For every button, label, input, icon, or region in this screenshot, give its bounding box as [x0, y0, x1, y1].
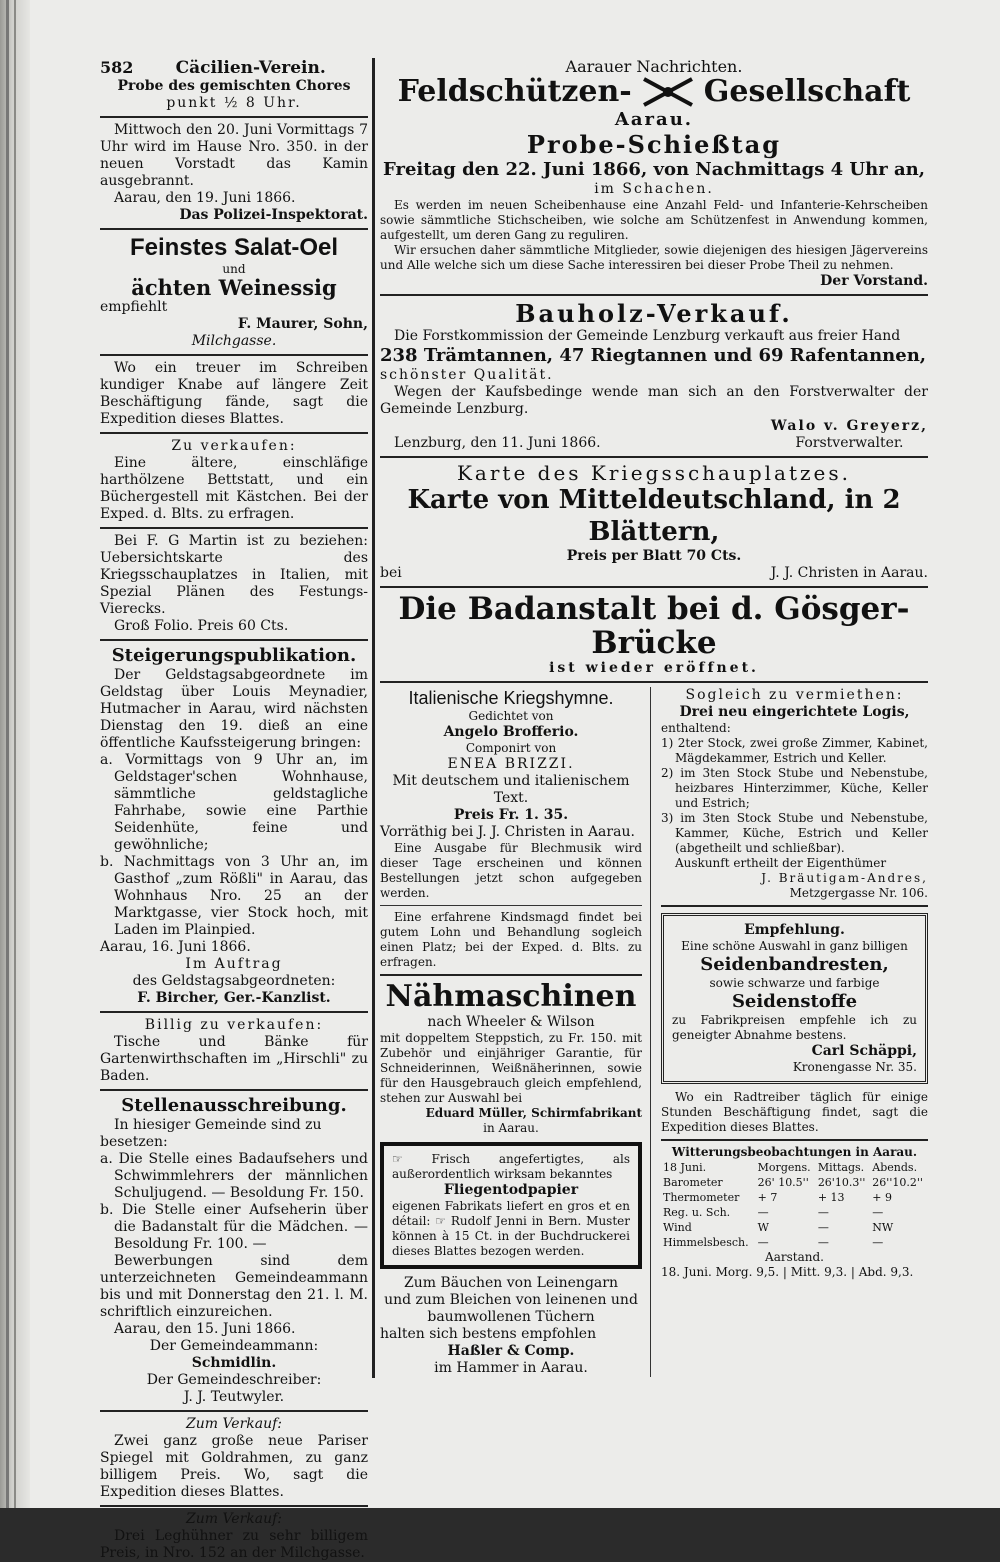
right-column — [380, 58, 928, 1377]
weather-cell: 26' 10.5'' — [757, 1176, 809, 1189]
page-number: 582 — [100, 58, 134, 77]
weather-row — [661, 1190, 928, 1205]
weather-head-row — [661, 1160, 928, 1175]
rent-sub: Drei neu eingerichtete Logis, — [679, 704, 910, 720]
crossed-rifles-icon — [640, 75, 696, 109]
weather-cell: Wind — [663, 1221, 692, 1234]
fly-text2: eigenen Fabrikats liefert en gros et en détail: ☞ Rudolf Jenni in Bern. Muster können à 15 Ct. in der Buchdruckerei dieses Blattes bezogen werden. — [392, 1199, 630, 1258]
hymn-composer: ENEA BRIZZI. — [447, 756, 575, 772]
fly-title: Fliegentodpapier — [443, 1182, 579, 1198]
weather-cell: Thermometer — [663, 1191, 740, 1204]
wheel-text: Wo ein Radtreiber täglich für einige Stunden Beschäftigung findet, sagt die Expedition dieses Blattes. — [661, 1090, 928, 1134]
hymn-poet: Angelo Brofferio. — [443, 724, 579, 740]
weather-cell: W — [757, 1221, 769, 1234]
page-edge-inner — [14, 0, 16, 1508]
tables-title: Billig zu verkaufen: — [144, 1017, 324, 1033]
fire-notice: Mittwoch den 20. Juni Vormittags 7 Uhr wird im Hause Nro. 350. in der neuen Vorstadt das Kamin ausgebrannt. — [100, 122, 368, 189]
fly-paper-box — [380, 1142, 642, 1269]
tables-text: Tische und Bänke für Gartenwirthschaften im „Hirschli" zu Baden. — [100, 1034, 368, 1084]
weather-cell: + 13 — [817, 1191, 845, 1204]
rent-addr: Metzgergasse Nr. 106. — [789, 886, 928, 900]
hymn-by: Gedichtet von — [468, 709, 554, 723]
boy-notice: Wo ein treuer im Schreiben kundiger Knabe auf längere Zeit Beschäftigung fände, sagt die Expedition dieses Blattes. — [100, 360, 368, 427]
weather-head-0: 18 Juni. — [663, 1161, 707, 1174]
job-date: Aarau, den 15. Juni 1866. — [114, 1321, 296, 1337]
mirror-text: Zwei ganz große neue Pariser Spiegel mit Goldrahmen, zu ganz billigem Preis. Wo, sagt die Expedition dieses Blattes. — [100, 1433, 368, 1500]
laundry-line4: halten sich bestens empfohlen — [380, 1326, 597, 1342]
right-subcolumn-left — [380, 687, 651, 1377]
shoot-loc: im Schachen. — [594, 181, 714, 197]
caecilien-line1: Probe des gemischten Chores — [117, 78, 351, 94]
hymn-title: Italienische Kriegshymne. — [408, 688, 614, 708]
weather-cell: — — [817, 1236, 829, 1249]
weather-cell: — — [757, 1236, 769, 1249]
wood-text: Wegen der Kaufsbedinge wende man sich an den Forstverwalter der Gemeinde Lenzburg. — [380, 384, 928, 417]
weather-head-3: Abends. — [872, 1161, 918, 1174]
auction-title: Steigerungspublikation. — [111, 645, 357, 666]
sale1-title: Zu verkaufen: — [171, 438, 297, 454]
sewing-sign: Eduard Müller, Schirmfabrikant — [425, 1106, 642, 1120]
oil-empf: empfiehlt — [100, 299, 168, 315]
silk-name: Carl Schäppi, — [811, 1043, 917, 1059]
hens-text: Drei Leghühner zu sehr billigem Preis, in Nro. 152 an der Milchgasse. — [100, 1528, 368, 1561]
weather-cell: — — [872, 1236, 884, 1249]
laundry-line2: und zum Bleichen von leinenen und — [384, 1292, 638, 1308]
weather-cell: + 9 — [872, 1191, 893, 1204]
fire-sign: Das Polizei-Inspektorat. — [179, 207, 368, 223]
caecilien-title: Cäcilien-Verein. — [175, 58, 326, 78]
weather-head-1: Morgens. — [757, 1161, 811, 1174]
wood-intro: Die Forstkommission der Gemeinde Lenzburg verkauft aus freier Hand — [394, 328, 901, 344]
weather-head-2: Mittags. — [817, 1161, 865, 1174]
hymn-note: Eine Ausgabe für Blechmusik wird dieser Tage erscheinen und können Bestellungen jetzt schon aufgegeben werden. — [380, 841, 642, 900]
shoot-title-right: Gesellschaft — [703, 74, 911, 109]
shoot-date: Freitag den 22. Juni 1866, von Nachmittags 4 Uhr an, — [383, 159, 925, 180]
hymn-text: Mit deutschem und italienischem Text. — [392, 773, 630, 806]
shoot-sub: Probe-Schießtag — [526, 130, 782, 159]
sewing-sub: nach Wheeler & Wilson — [427, 1014, 595, 1030]
weather-row — [661, 1205, 928, 1220]
rent-item1: 1) 2ter Stock, zwei große Zimmer, Kabinet, Mägdekammer, Estrich und Keller. — [661, 736, 928, 765]
job-a: a. Die Stelle eines Badaufsehers und Schwimmlehrers der männlichen Schuljugend. — Besoldung Fr. 150. — [100, 1151, 368, 1201]
job-text: Bewerbungen sind dem unterzeichneten Gemeindeammann bis und mit Donnerstag den 21. l. M. schriftlich einzureichen. — [100, 1253, 368, 1320]
job-ammann: Schmidlin. — [191, 1355, 277, 1371]
aar-title: Aarstand. — [765, 1250, 824, 1264]
fly-text1: ☞ Frisch angefertigtes, als außerordentlich wirksam bekanntes — [392, 1152, 630, 1181]
auction-sign: F. Bircher, Ger.-Kanzlist. — [137, 990, 331, 1006]
rent-info: Auskunft ertheilt der Eigenthümer — [675, 856, 887, 870]
auction-b: b. Nachmittags von 3 Uhr an, im Gasthof „zum Rößli" in Aarau, das Wohnhaus Nro. 25 an der Marktgasse, vier Stock hoch, mit Laden im Plainpied. — [100, 854, 368, 938]
oil-name: F. Maurer, Sohn, — [237, 316, 368, 332]
rent-owner: J. Bräutigam-Andres, — [761, 871, 928, 885]
shoot-text2: Wir ersuchen daher sämmtliche Mitglieder, sowie diejenigen des hiesigen Jägervereins und Alle welche sich um diese Sache interessiren bei dieser Probe Theil zu nehmen. — [380, 243, 928, 272]
map1-text: Bei F. G Martin ist zu beziehen: Uebersichtskarte des Kriegsschauplatzes in Italien, mit Spezial Plänen des Festungs-Vierecks. — [100, 533, 368, 617]
wood-name: Walo v. Greyerz, — [770, 418, 928, 434]
job-b: b. Die Stelle einer Aufseherin über die Badanstalt für die Mädchen. — Besoldung Fr. 100. — — [100, 1202, 368, 1252]
sewing-place: in Aarau. — [483, 1121, 539, 1135]
map2-seller: J. J. Christen in Aarau. — [770, 565, 928, 581]
sewing-text: mit doppeltem Steppstich, zu Fr. 150. mit Zubehör und einjähriger Garantie, für Schneiderinnen, Weißnäherinnen, sowie für den Hausgebrauch gleich empfehlend, stehen zur Auswahl bei — [380, 1031, 642, 1105]
weather-row — [661, 1220, 928, 1235]
wood-date: Lenzburg, den 11. Juni 1866. — [394, 435, 601, 451]
maid-text: Eine erfahrene Kindsmagd findet bei gutem Lohn und Behandlung sogleich einen Platz; bei der Exped. d. Blts. zu erfragen. — [380, 910, 642, 969]
auction-date: Aarau, 16. Juni 1866. — [100, 939, 251, 955]
page-edge — [6, 0, 9, 1508]
laundry-name: Haßler & Comp. — [447, 1343, 575, 1359]
silk-l1: Eine schöne Auswahl in ganz billigen — [681, 939, 908, 953]
oil-und: und — [222, 262, 246, 276]
hens-title: Zum Verkauf: — [185, 1511, 283, 1527]
laundry-line3: baumwollenen Tüchern — [427, 1309, 595, 1325]
weather-cell: + 7 — [757, 1191, 778, 1204]
auction-a: a. Vormittags von 9 Uhr an, im Geldstager'schen Wohnhause, sämmtliche geldstagliche Fahrhabe, sowie eine Parthie Seidenhüte, feine und gewöhnliche; — [100, 752, 368, 853]
job-schreiber-label: Der Gemeindeschreiber: — [146, 1372, 322, 1388]
weather-cell: — — [872, 1206, 884, 1219]
auction-auftrag1: Im Auftrag — [185, 956, 283, 972]
weather-cell: — — [757, 1206, 769, 1219]
hymn-price: Preis Fr. 1. 35. — [453, 807, 569, 823]
wood-title: Bauholz-Verkauf. — [515, 299, 793, 328]
weather-row — [661, 1235, 928, 1250]
fire-date: Aarau, den 19. Juni 1866. — [114, 190, 296, 206]
aar-values: 18. Juni. Morg. 9,5. | Mitt. 9,3. | Abd. 9,3. — [661, 1265, 914, 1279]
right-subcolumn-right — [661, 687, 928, 1377]
job-ammann-label: Der Gemeindeammann: — [149, 1338, 319, 1354]
weather-table — [661, 1160, 928, 1250]
bath-sub: ist wieder eröffnet. — [549, 660, 759, 676]
weather-cell: NW — [872, 1221, 894, 1234]
map1-price: Groß Folio. Preis 60 Cts. — [114, 618, 289, 634]
shoot-title-left: Feldschützen- — [397, 74, 632, 109]
rent-item2: 2) im 3ten Stock Stube und Nebenstube, heizbares Hinterzimmer, Küche, Keller und Estrich; — [661, 766, 928, 810]
left-column — [100, 58, 368, 1562]
silk-l5: zu Fabrikpreisen empfehle ich zu geneigter Abnahme bestens. — [672, 1013, 917, 1042]
shoot-text1: Es werden im neuen Scheibenhause eine Anzahl Feld- und Infanterie-Kehrscheiben sowie sämmtliche Stichscheiben, wie solche am Schützenfest in Anwendung kommen, aufgestellt, um deren Gang zu reguliren. — [380, 198, 928, 242]
silk-addr: Kronengasse Nr. 35. — [792, 1060, 917, 1074]
weather-cell: Barometer — [663, 1176, 723, 1189]
bath-title: Die Badanstalt bei d. Gösger-Brücke — [398, 591, 910, 661]
weather-cell: 26''10.2'' — [872, 1176, 923, 1189]
auction-auftrag2: des Geldstagsabgeordneten: — [132, 973, 336, 989]
hymn-stock: Vorräthig bei J. J. Christen in Aarau. — [380, 824, 635, 840]
weather-cell: 26'10.3'' — [817, 1176, 866, 1189]
weather-cell: — — [817, 1221, 829, 1234]
map2-title: Karte des Kriegsschauplatzes. — [456, 461, 852, 485]
wood-role: Forstverwalter. — [795, 435, 904, 451]
weather-title: Witterungsbeobachtungen in Aarau. — [671, 1145, 918, 1159]
weather-row — [661, 1175, 928, 1190]
sale1-text: Eine ältere, einschläfige harthölzene Bettstatt, und ein Büchergestell mit Kästchen. Bei der Exped. d. Blts. zu erfragen. — [100, 455, 368, 522]
oil-sub: ächten Weinessig — [131, 275, 337, 300]
map2-big: Karte von Mitteldeutschland, in 2 Blättern, — [407, 485, 901, 547]
silk-l3: sowie schwarze und farbige — [709, 976, 880, 990]
column-rule — [372, 58, 375, 1378]
wood-qual: schönster Qualität. — [380, 367, 554, 383]
caecilien-line2: punkt ½ 8 Uhr. — [166, 95, 302, 111]
silk-l2: Seidenbandresten, — [700, 954, 889, 975]
job-intro: In hiesiger Gemeinde sind zu besetzen: — [100, 1117, 322, 1150]
sewing-title: Nähmaschinen — [385, 979, 637, 1014]
laundry-place: im Hammer in Aarau. — [434, 1360, 588, 1376]
silk-title: Empfehlung. — [744, 922, 845, 938]
shoot-sign: Der Vorstand. — [820, 273, 928, 289]
hymn-comp: Componirt von — [465, 741, 557, 755]
wood-big: 238 Trämtannen, 47 Riegtannen und 69 Rafentannen, — [380, 345, 927, 366]
oil-title: Feinstes Salat-Oel — [129, 234, 339, 261]
job-title: Stellenausschreibung. — [121, 1095, 347, 1116]
mirror-title: Zum Verkauf: — [185, 1416, 283, 1432]
map2-bei: bei — [380, 565, 402, 581]
silk-frame — [661, 913, 928, 1084]
weather-cell: Himmelsbesch. — [663, 1236, 749, 1249]
running-head: Aarauer Nachrichten. — [565, 57, 743, 76]
rent-ent: enthaltend: — [661, 721, 731, 735]
job-schreiber: J. J. Teutwyler. — [183, 1389, 285, 1405]
silk-l4: Seidenstoffe — [731, 991, 858, 1012]
map2-price: Preis per Blatt 70 Cts. — [566, 548, 742, 564]
oil-addr: Milchgasse. — [191, 333, 277, 349]
weather-cell: Reg. u. Sch. — [663, 1206, 731, 1219]
rent-item3: 3) im 3ten Stock Stube und Nebenstube, Kammer, Küche, Estrich und Keller (abgetheilt und schließbar). — [661, 811, 928, 855]
auction-intro: Der Geldstagsabgeordnete im Geldstag über Louis Meynadier, Hutmacher in Aarau, wird nächsten Dienstag den 19. dieß an eine öffentliche Kaufssteigerung bringen: — [100, 667, 368, 751]
laundry-line1: Zum Bäuchen von Leinengarn — [404, 1275, 618, 1291]
shoot-place: Aarau. — [614, 109, 694, 130]
rent-title: Sogleich zu vermiethen: — [685, 687, 904, 703]
weather-cell: — — [817, 1206, 829, 1219]
